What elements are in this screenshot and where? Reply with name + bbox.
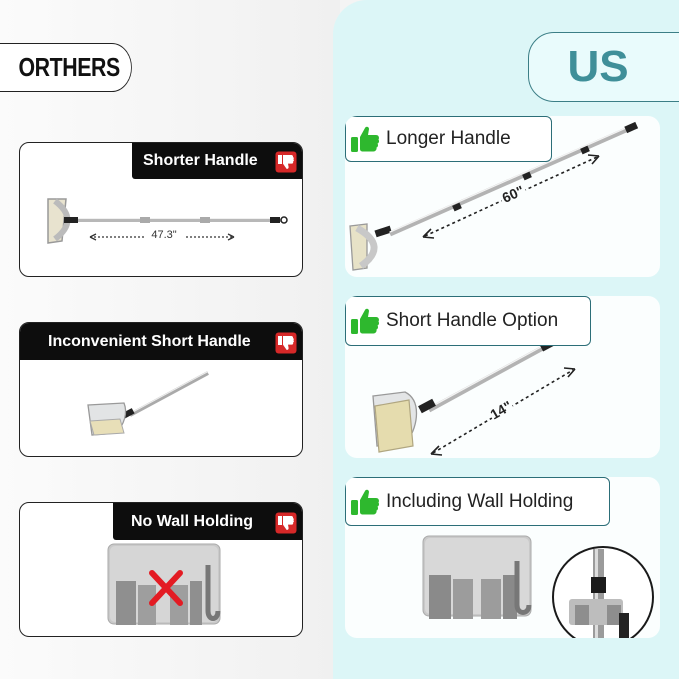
measurement-label: 14" (487, 397, 515, 423)
card-inconvenient-short-handle (19, 322, 303, 457)
label-text: Including Wall Holding (386, 490, 574, 512)
label-text: Longer Handle (386, 128, 511, 149)
label-short-handle-option (345, 296, 591, 346)
label-text: No Wall Holding (131, 512, 254, 530)
card-longer-handle (345, 116, 660, 277)
label-longer-handle (345, 116, 552, 162)
others-title: ORTHERS (0, 43, 132, 92)
label-including-wall-holding (345, 477, 610, 526)
measurement-label: 47.3" (144, 229, 184, 241)
thumbs-up-icon (350, 125, 380, 153)
us-title: US (528, 32, 679, 102)
label-text: Shorter Handle (143, 152, 258, 169)
card-no-wall-holding (19, 502, 303, 637)
thumbs-up-icon (350, 488, 380, 516)
card-shorter-handle (19, 142, 303, 277)
short-mop-illustration (20, 143, 303, 277)
card-short-handle-option (345, 296, 660, 458)
thumbs-up-icon (350, 307, 380, 335)
wall-holder-illustration (20, 503, 303, 637)
label-text: Inconvenient Short Handle (48, 332, 251, 350)
short-handle-mop-illustration (20, 323, 303, 457)
label-text: Short Handle Option (386, 310, 559, 331)
measurement-label: 60" (499, 182, 527, 206)
card-including-wall-holding (345, 477, 660, 638)
